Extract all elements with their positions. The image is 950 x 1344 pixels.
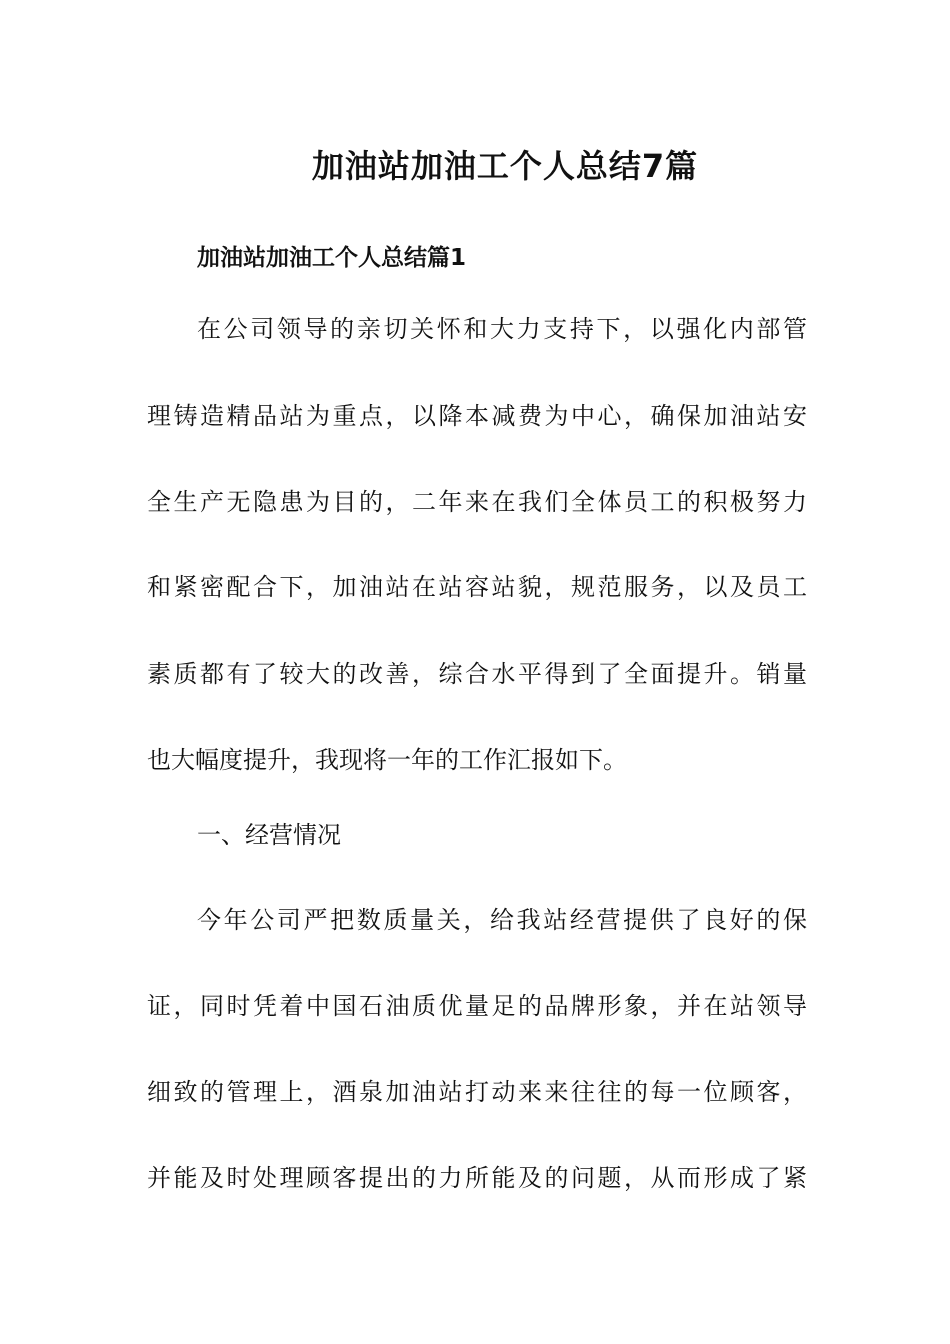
paragraph-line: 素质都有了较大的改善，综合水平得到了全面提升。销量 xyxy=(147,660,807,688)
section-heading: 一、经营情况 xyxy=(197,821,341,849)
paragraph-line: 和紧密配合下，加油站在站容站貌，规范服务，以及员工 xyxy=(147,573,807,601)
document-title: 加油站加油工个人总结7篇 xyxy=(311,147,699,185)
paragraph-line: 理铸造精品站为重点，以降本减费为中心，确保加油站安 xyxy=(147,402,807,430)
paragraph-line: 今年公司严把数质量关，给我站经营提供了良好的保 xyxy=(197,906,807,934)
section-subtitle: 加油站加油工个人总结篇1 xyxy=(197,245,467,271)
paragraph-line: 在公司领导的亲切关怀和大力支持下，以强化内部管 xyxy=(197,315,807,343)
paragraph-line: 也大幅度提升，我现将一年的工作汇报如下。 xyxy=(147,746,627,774)
paragraph-line: 细致的管理上，酒泉加油站打动来来往往的每一位顾客， xyxy=(147,1078,807,1106)
paragraph-line: 并能及时处理顾客提出的力所能及的问题，从而形成了紧 xyxy=(147,1164,807,1192)
paragraph-line: 全生产无隐患为目的，二年来在我们全体员工的积极努力 xyxy=(147,488,807,516)
paragraph-line: 证，同时凭着中国石油质优量足的品牌形象，并在站领导 xyxy=(147,992,807,1020)
